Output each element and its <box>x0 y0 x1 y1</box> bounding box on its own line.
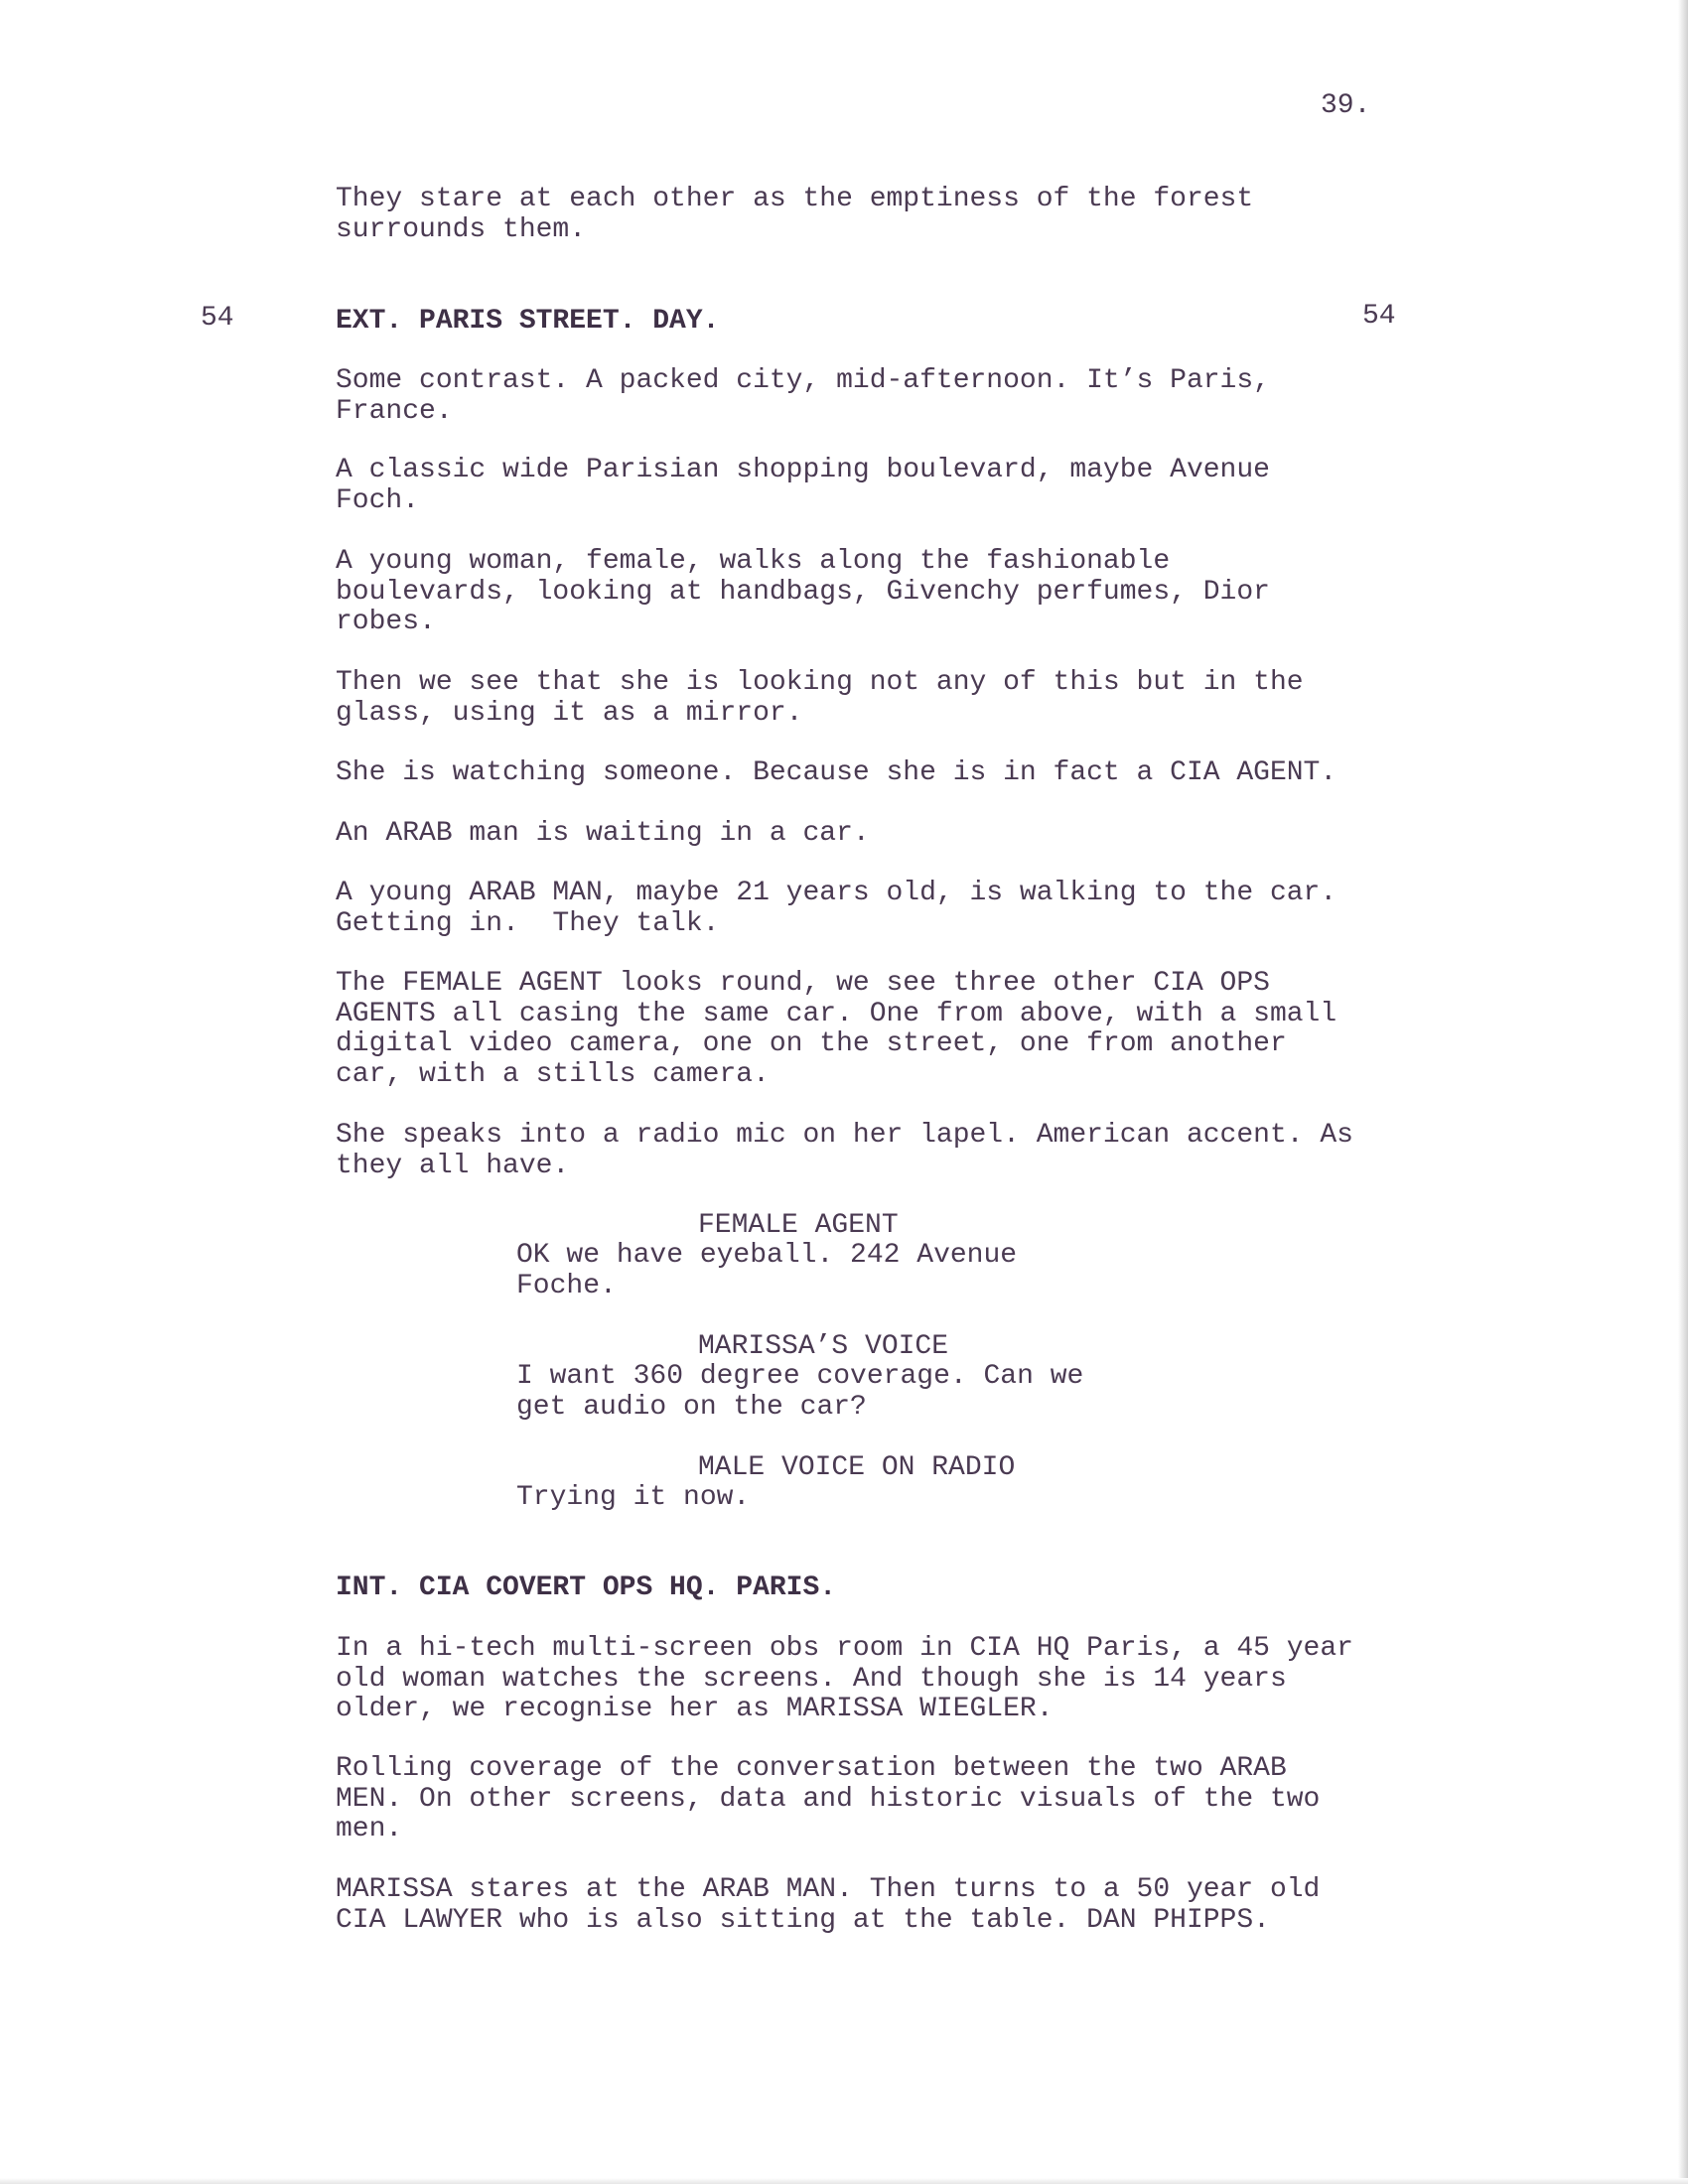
action-paragraph: A young woman, female, walks along the fashionable boulevards, looking at handbags, Givenchy perfumes, Dior robes. <box>336 546 1270 637</box>
dialogue-line: OK we have eyeball. 242 Avenue Foche. <box>516 1240 1018 1301</box>
action-paragraph: Then we see that she is looking not any of this but in the glass, using it as a mirror. <box>336 667 1304 729</box>
dialogue-line: I want 360 degree coverage. Can we get audio on the car? <box>516 1361 1084 1423</box>
action-paragraph: Some contrast. A packed city, mid-afternoon. It’s Paris, France. <box>336 365 1270 427</box>
action-paragraph: She speaks into a radio mic on her lapel. American accent. As they all have. <box>336 1120 1353 1181</box>
scene-number-left: 54 <box>201 303 234 334</box>
action-paragraph: In a hi-tech multi-screen obs room in CIA HQ Paris, a 45 year old woman watches the screens. And though she is 14 years older, we recognise her as MARISSA WIEGLER. <box>336 1633 1353 1724</box>
page-number: 39. <box>1321 90 1371 121</box>
character-name: MARISSA’S VOICE <box>698 1331 949 1362</box>
scene-number-right: 54 <box>1362 301 1396 332</box>
character-name: FEMALE AGENT <box>698 1210 899 1241</box>
scene-heading: EXT. PARIS STREET. DAY. <box>336 306 720 337</box>
action-paragraph: MARISSA stares at the ARAB MAN. Then turns to a 50 year old CIA LAWYER who is also sitting at the table. DAN PHIPPS. <box>336 1874 1321 1936</box>
page-bottom-edge <box>0 2178 1688 2184</box>
action-paragraph: The FEMALE AGENT looks round, we see three other CIA OPS AGENTS all casing the same car. One from above, with a small digital video camera, one on the street, one from another car, with a stills camera. <box>336 968 1337 1090</box>
action-paragraph: A classic wide Parisian shopping boulevard, maybe Avenue Foch. <box>336 455 1270 516</box>
action-paragraph: Rolling coverage of the conversation between the two ARAB MEN. On other screens, data and historic visuals of the two men. <box>336 1753 1321 1844</box>
page-edge-shadow <box>1678 0 1688 2184</box>
dialogue-line: Trying it now. <box>516 1482 751 1513</box>
action-paragraph: They stare at each other as the emptiness of the forest surrounds them. <box>336 184 1254 245</box>
character-name: MALE VOICE ON RADIO <box>698 1452 1016 1483</box>
action-paragraph: An ARAB man is waiting in a car. <box>336 818 870 849</box>
action-paragraph: She is watching someone. Because she is in fact a CIA AGENT. <box>336 757 1337 788</box>
action-paragraph: A young ARAB MAN, maybe 21 years old, is walking to the car. Getting in. They talk. <box>336 878 1337 939</box>
scene-heading: INT. CIA COVERT OPS HQ. PARIS. <box>336 1572 837 1603</box>
